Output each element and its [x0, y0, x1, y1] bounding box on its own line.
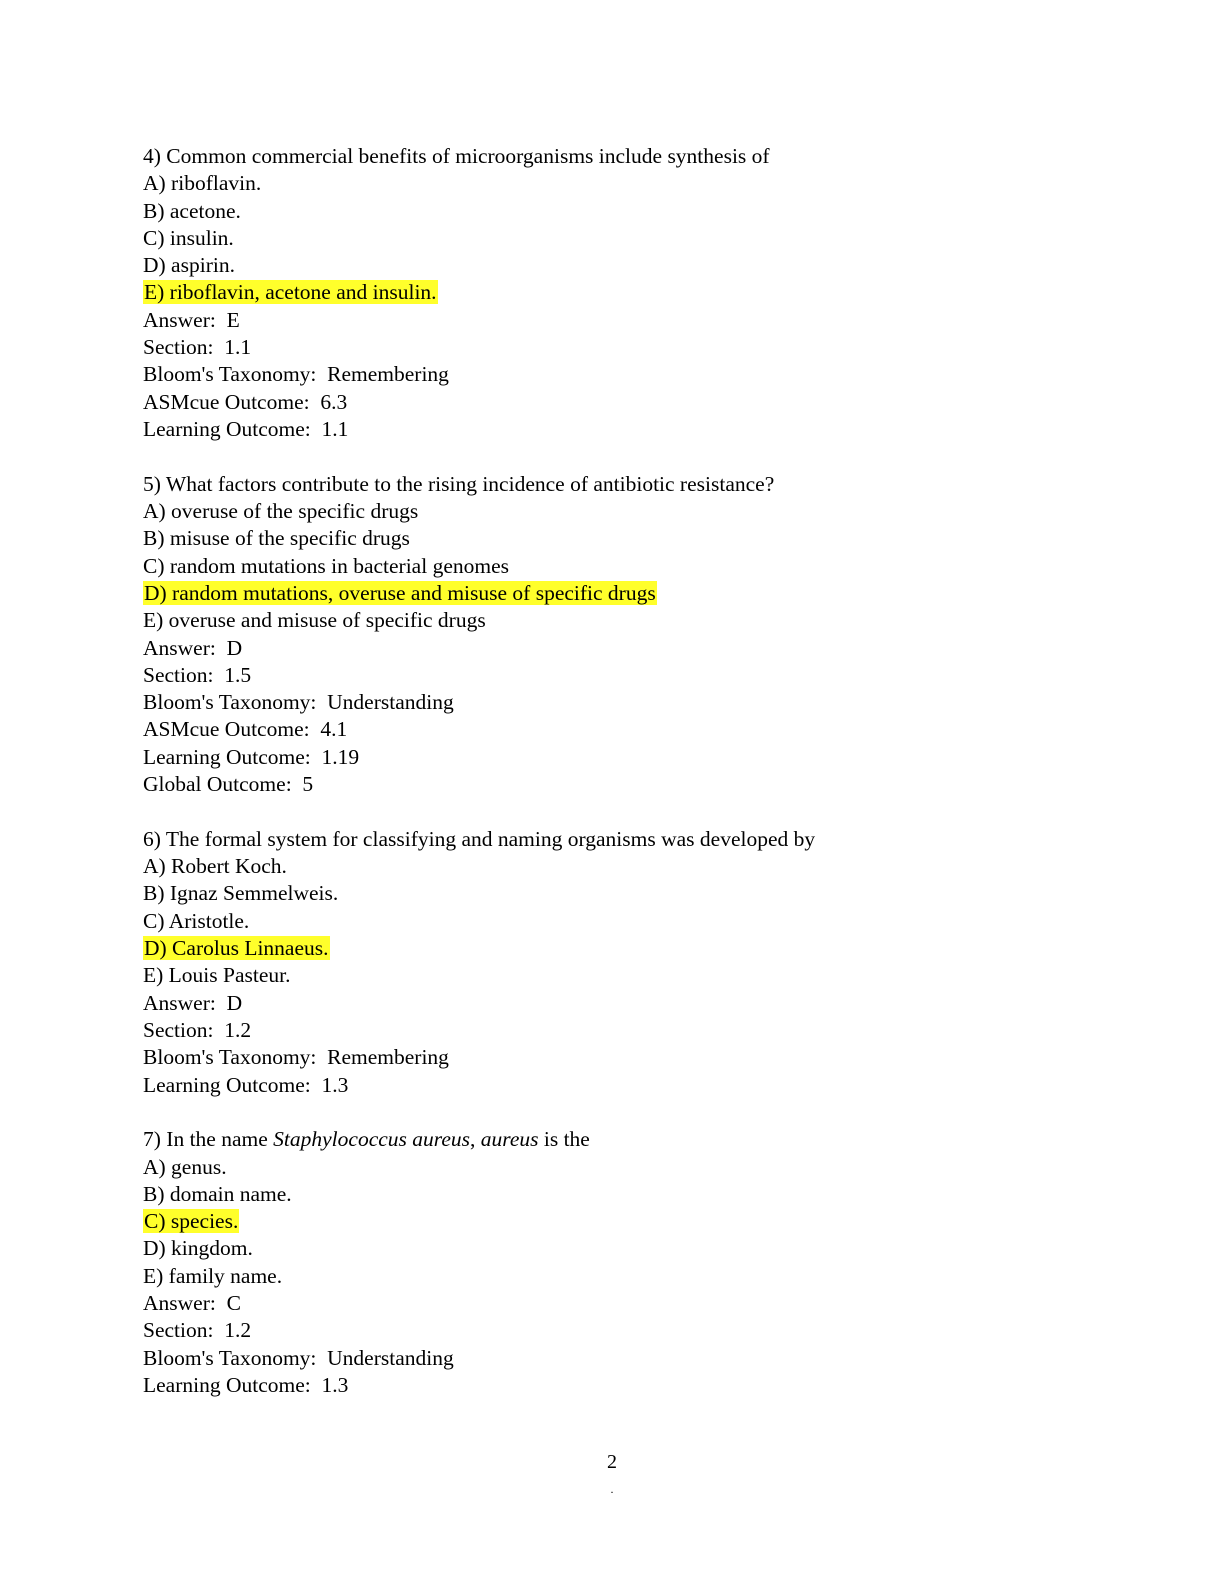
highlighted-answer: D) random mutations, overuse and misuse of specific drugs	[144, 580, 656, 605]
question-6	[143, 826, 1103, 1099]
option-a: A) overuse of the specific drugs	[143, 499, 419, 524]
option-b: B) domain name.	[143, 1181, 292, 1206]
answer-line: Answer: D	[143, 635, 243, 660]
option-d: D) kingdom.	[143, 1236, 253, 1261]
option-b: B) misuse of the specific drugs	[143, 526, 410, 551]
bloom-line: Bloom's Taxonomy: Understanding	[143, 1345, 454, 1370]
highlighted-answer: C) species.	[144, 1209, 239, 1234]
section-line: Section: 1.1	[143, 335, 252, 360]
option-d: D) aspirin.	[143, 253, 235, 278]
question-stem	[143, 1126, 1103, 1153]
option-e: E) overuse and misuse of specific drugs	[143, 608, 486, 633]
option-b: B) acetone.	[143, 198, 241, 223]
question-4	[143, 143, 1103, 443]
option-a: A) genus.	[143, 1154, 227, 1179]
option-b: B) Ignaz Semmelweis.	[143, 881, 339, 906]
stem-italic-binomial: Staphylococcus aureus	[273, 1127, 470, 1152]
bloom-line: Bloom's Taxonomy: Remembering	[143, 362, 449, 387]
question-stem: 4) Common commercial benefits of microorganisms include synthesis of	[143, 144, 770, 168]
question-5	[143, 471, 1103, 799]
stem-text: is the	[538, 1127, 590, 1152]
bloom-line: Bloom's Taxonomy: Remembering	[143, 1045, 449, 1070]
learning-outcome-line: Learning Outcome: 1.3	[143, 1072, 349, 1097]
learning-outcome-line: Learning Outcome: 1.1	[143, 416, 349, 441]
option-c: C) Aristotle.	[143, 908, 250, 933]
question-stem: 5) What factors contribute to the rising incidence of antibiotic resistance?	[143, 471, 775, 496]
document-body	[143, 143, 1103, 1427]
section-line: Section: 1.5	[143, 662, 252, 687]
asmcue-line: ASMcue Outcome: 4.1	[143, 717, 348, 742]
option-d-correct	[143, 580, 1103, 607]
stem-text: 7) In the name	[143, 1127, 274, 1152]
highlighted-answer: E) riboflavin, acetone and insulin.	[144, 280, 437, 305]
option-c: C) insulin.	[143, 225, 234, 250]
answer-line: Answer: E	[143, 307, 240, 332]
stem-text: ,	[470, 1127, 481, 1152]
option-d-correct	[143, 935, 1103, 962]
option-a: A) riboflavin.	[143, 171, 262, 196]
stem-italic-epithet: aureus	[480, 1127, 539, 1152]
option-e-correct	[143, 279, 1103, 306]
option-c-correct	[143, 1208, 1103, 1235]
answer-line: Answer: D	[143, 990, 243, 1015]
answer-line: Answer: C	[143, 1291, 241, 1316]
option-e: E) family name.	[143, 1263, 283, 1288]
option-a: A) Robert Koch.	[143, 854, 287, 879]
bloom-line: Bloom's Taxonomy: Understanding	[143, 690, 454, 715]
option-e: E) Louis Pasteur.	[143, 963, 291, 988]
question-stem: 6) The formal system for classifying and naming organisms was developed by	[143, 826, 816, 851]
question-7	[143, 1126, 1103, 1399]
footer-dot: .	[610, 1482, 614, 1496]
option-c: C) random mutations in bacterial genomes	[143, 553, 510, 578]
section-line: Section: 1.2	[143, 1017, 252, 1042]
learning-outcome-line: Learning Outcome: 1.19	[143, 744, 360, 769]
global-outcome-line: Global Outcome: 5	[143, 772, 314, 797]
learning-outcome-line: Learning Outcome: 1.3	[143, 1372, 349, 1397]
page-number: 2	[607, 1451, 617, 1473]
section-line: Section: 1.2	[143, 1318, 252, 1343]
asmcue-line: ASMcue Outcome: 6.3	[143, 389, 348, 414]
highlighted-answer: D) Carolus Linnaeus.	[144, 936, 329, 961]
